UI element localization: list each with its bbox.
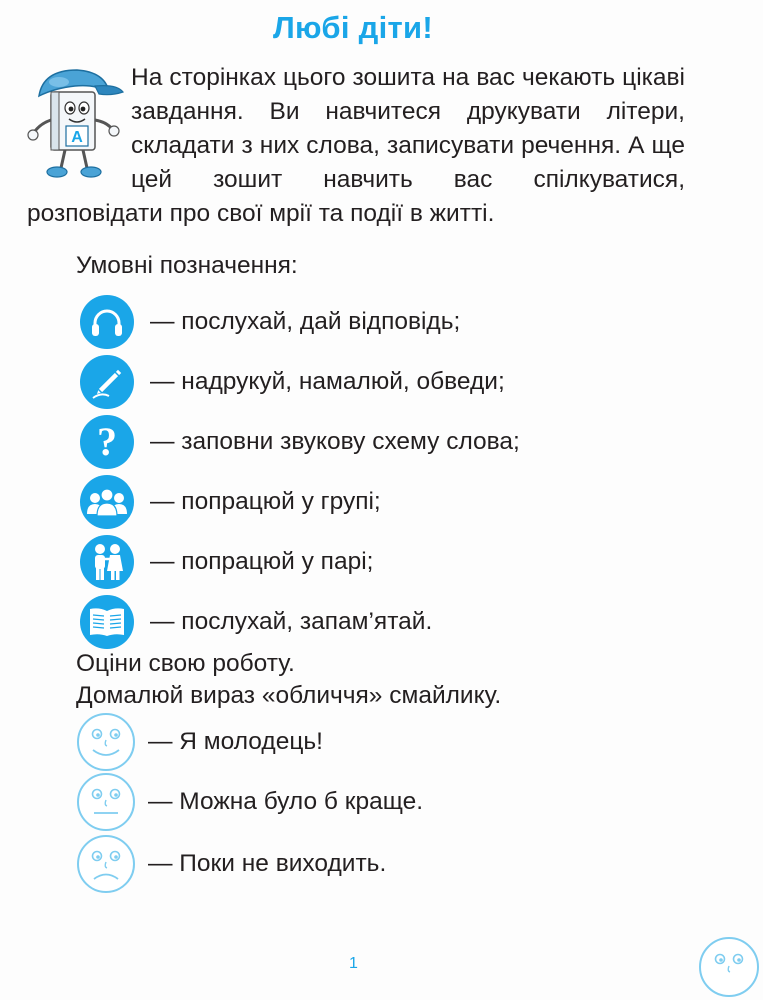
legend-text: — послухай, запам’ятай. bbox=[150, 608, 433, 635]
pencil-icon bbox=[80, 355, 134, 409]
legend-text: — надрукуй, намалюй, обведи; bbox=[150, 368, 505, 395]
mascot-letter: А bbox=[71, 129, 83, 146]
legend-text: — попрацюй у групі; bbox=[150, 488, 381, 515]
legend-item bbox=[80, 295, 460, 349]
assessment-item bbox=[76, 834, 386, 894]
intro-paragraph bbox=[27, 61, 685, 231]
group-icon bbox=[80, 475, 134, 529]
book-icon bbox=[80, 595, 134, 649]
sad-face-icon bbox=[76, 834, 136, 894]
pair-icon bbox=[80, 535, 134, 589]
intro-text: На сторінках цього зошита на вас чекають цікаві завдання. Ви навчитеся друкувати літери, складати з них слова, записувати речення. А ще цей зошит навчить вас спілкуватися, розповідати про свої мрії та події в житті. bbox=[27, 64, 685, 227]
legend-item bbox=[80, 415, 520, 469]
smile-face-icon bbox=[76, 712, 136, 772]
question-icon bbox=[80, 415, 134, 469]
headphones-icon bbox=[80, 295, 134, 349]
legend-item bbox=[80, 355, 505, 409]
assessment-line-1: Оціни свою роботу. bbox=[76, 650, 295, 677]
assessment-text: — Можна було б краще. bbox=[148, 788, 424, 815]
legend-text: — заповни звукову схему слова; bbox=[150, 428, 520, 455]
legend-item bbox=[80, 595, 432, 649]
assessment-text: — Я молодець! bbox=[148, 728, 323, 755]
legend-heading: Умовні позначення: bbox=[76, 252, 298, 279]
neutral-face-icon bbox=[76, 772, 136, 832]
legend-item bbox=[80, 535, 373, 589]
assessment-item bbox=[76, 712, 323, 772]
assessment-text: — Поки не виходить. bbox=[148, 850, 387, 877]
assessment-instructions bbox=[76, 648, 501, 712]
assessment-line-2: Домалюй вираз «обличчя» смайлику. bbox=[76, 682, 502, 709]
legend-item bbox=[80, 475, 381, 529]
question-glyph: ? bbox=[97, 419, 117, 464]
page-number: 1 bbox=[349, 955, 358, 972]
legend-text: — попрацюй у парі; bbox=[150, 548, 374, 575]
assessment-item bbox=[76, 772, 423, 832]
corner-face-icon bbox=[697, 935, 761, 999]
page-title: Любі діти! bbox=[272, 10, 434, 45]
legend-text: — послухай, дай відповідь; bbox=[150, 308, 461, 335]
